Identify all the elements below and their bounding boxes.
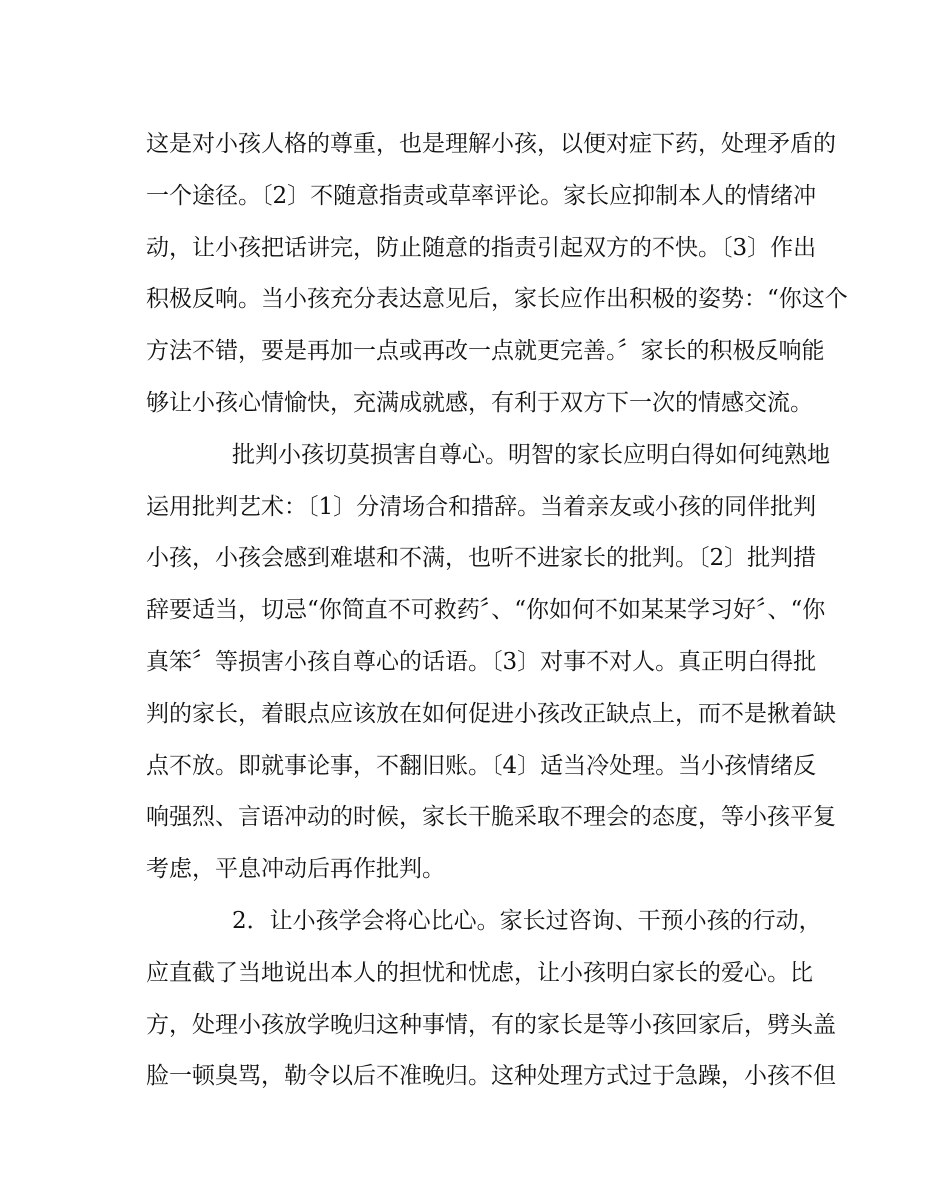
text-line: 一个途径。〔2〕不随意指责或草率评论。家长应抑制本人的情绪冲 — [146, 183, 817, 209]
text-line: 判的家长，着眼点应该放在如何促进小孩改正缺点上，而不是揪着缺 — [146, 701, 836, 727]
text-line: 小孩，小孩会感到难堪和不满，也听不进家长的批判。〔2〕批判措 — [146, 545, 817, 571]
text-line: 方法不错，要是再加一点或再改一点就更完善。〞家长的积极反响能 — [146, 338, 825, 364]
text-line: 这是对小孩人格的尊重，也是理解小孩，以便对症下药，处理矛盾的 — [146, 131, 836, 157]
text-line: 够让小孩心情愉快，充满成就感，有利于双方下一次的情感交流。 — [146, 390, 813, 416]
text-line: 应直截了当地说出本人的担忧和忧虑，让小孩明白家长的爱心。比 — [146, 960, 813, 986]
text-line: 积极反响。当小孩充分表达意见后，家长应作出积极的姿势：“你这个 — [146, 286, 848, 312]
text-line: 批判小孩切莫损害自尊心。明智的家长应明白得如何纯熟地 — [232, 442, 830, 468]
text-line: 动，让小孩把话讲完，防止随意的指责引起双方的不快。〔3〕作出 — [146, 235, 817, 261]
text-line: 真笨〞等损害小孩自尊心的话语。〔3〕对事不对人。真正明白得批 — [146, 649, 817, 675]
text-line: 点不放。即就事论事，不翻旧账。〔4〕适当冷处理。当小孩情绪反 — [146, 753, 817, 779]
text-line: 响强烈、言语冲动的时候，家长干脆采取不理会的态度，等小孩平复 — [146, 804, 836, 830]
text-line: 方，处理小孩放学晚归这种事情，有的家长是等小孩回家后，劈头盖 — [146, 1012, 836, 1038]
text-line: 辞要适当，切忌“你简直不可救药〞、“你如何不如某某学习好〞、“你 — [146, 597, 826, 623]
text-line: 运用批判艺术：〔1〕分清场合和措辞。当着亲友或小孩的同伴批判 — [146, 494, 817, 520]
text-line: 脸一顿臭骂，勒令以后不准晚归。这种处理方式过于急躁，小孩不但 — [146, 1063, 836, 1089]
text-line: 考虑，平息冲动后再作批判。 — [146, 856, 445, 882]
text-line: 2．让小孩学会将心比心。家长过咨询、干预小孩的行动， — [232, 908, 822, 934]
